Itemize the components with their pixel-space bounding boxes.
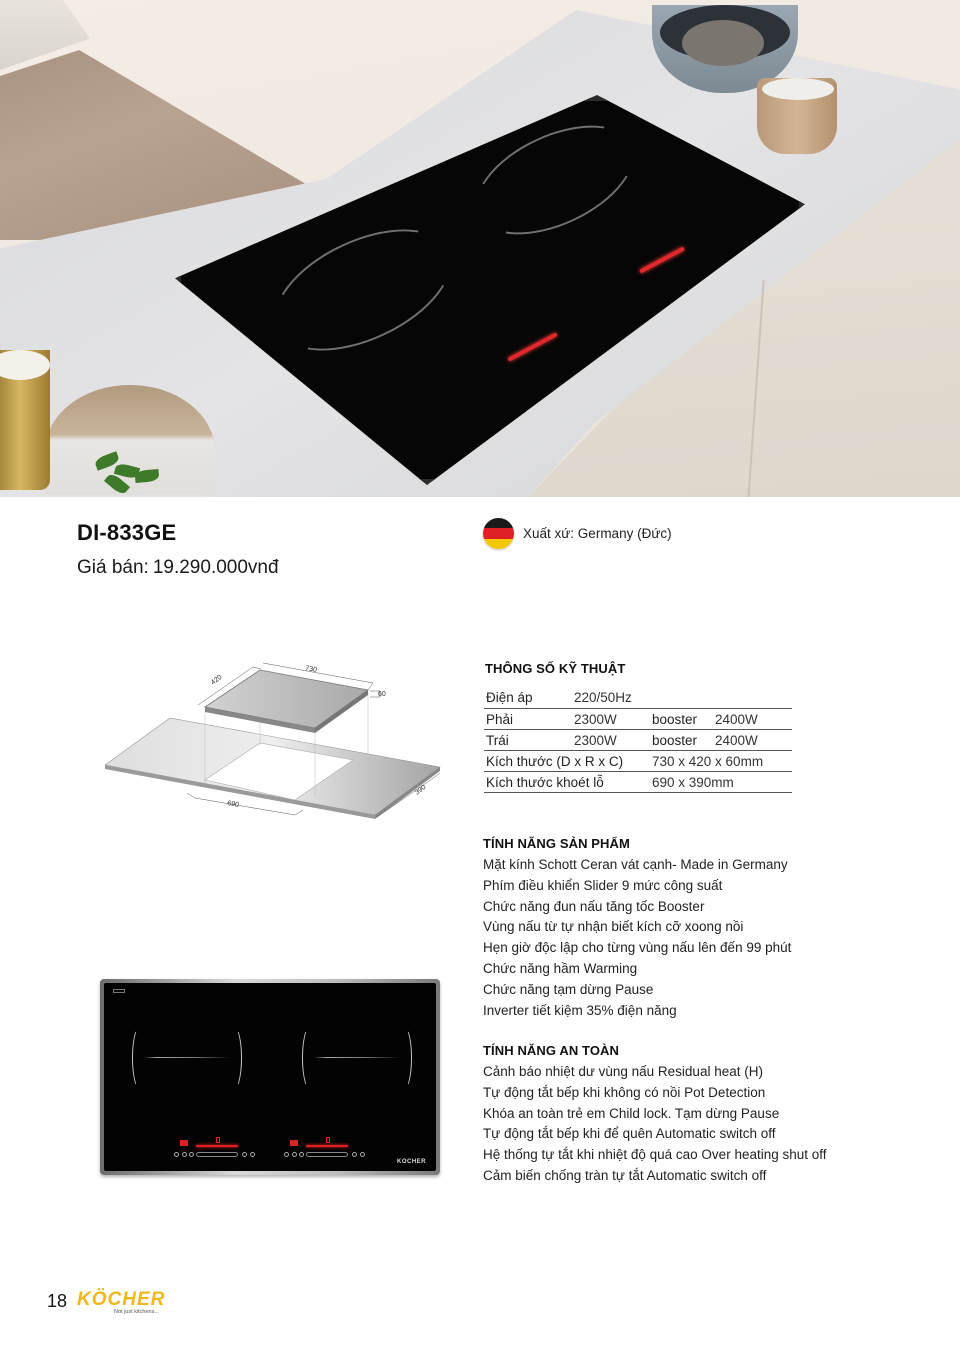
lock-icon xyxy=(299,1152,304,1157)
pot-cloth xyxy=(762,78,834,100)
dimension-diagram xyxy=(95,655,445,820)
cutout-depth-label: 390 xyxy=(413,783,428,797)
cutout-width-label: 690 xyxy=(226,800,240,809)
spec-value: 690 x 390mm xyxy=(652,774,734,790)
power-icon xyxy=(174,1152,179,1157)
hero-photo xyxy=(0,0,960,497)
safety-item: Cảnh báo nhiệt dư vùng nấu Residual heat (H) xyxy=(483,1064,763,1079)
spec-label: Điện áp xyxy=(486,690,533,705)
power-bar xyxy=(306,1145,348,1147)
spec-extra-label: booster xyxy=(652,732,698,748)
product-brand-mark: KOCHER xyxy=(396,1159,426,1165)
spec-label: Trái xyxy=(486,732,509,748)
product-top-view xyxy=(100,979,440,1175)
feature-item: Hẹn giờ độc lập cho từng vùng nấu lên đến 99 phút xyxy=(483,940,792,956)
feature-item: Vùng nấu từ tự nhận biết kích cỡ xoong nồi xyxy=(483,919,744,935)
feature-item: Phím điều khiển Slider 9 mức công suất xyxy=(483,877,723,893)
feature-item: Mặt kính Schott Ceran vát cạnh- Made in Germany xyxy=(483,857,788,872)
spec-value: 2300W xyxy=(574,732,617,748)
booster-icon xyxy=(352,1152,357,1157)
origin xyxy=(483,518,672,549)
spec-extra-value: 2400W xyxy=(715,732,758,748)
timer-display xyxy=(180,1140,188,1146)
control-panel-right xyxy=(286,1138,386,1162)
spec-row-left-zone xyxy=(484,730,792,751)
power-level-display xyxy=(326,1137,330,1143)
pause-icon xyxy=(250,1152,255,1157)
feature-item: Inverter tiết kiệm 35% điện năng xyxy=(483,1002,677,1018)
timer-display xyxy=(290,1140,298,1146)
brand-tagline: Not just kitchens... xyxy=(114,1309,159,1315)
booster-icon xyxy=(242,1152,247,1157)
spec-table xyxy=(484,687,792,793)
dim-height-label: 60 xyxy=(378,691,386,698)
power-level-display xyxy=(216,1137,220,1143)
schott-ceran-logo xyxy=(113,989,125,993)
safety-item: Tự động tắt bếp khi không có nồi Pot Detection xyxy=(483,1084,766,1100)
slider-control xyxy=(196,1152,238,1157)
spec-row-dimensions xyxy=(484,751,792,772)
timer-icon xyxy=(292,1152,297,1157)
timer-icon xyxy=(182,1152,187,1157)
brand-logo xyxy=(77,1289,166,1315)
spec-extra-value: 2400W xyxy=(715,711,758,727)
feature-item: Chức năng tạm dừng Pause xyxy=(483,981,654,997)
small-bowl xyxy=(682,20,764,66)
price-value: 19.290.000vnđ xyxy=(152,557,279,578)
safety-item: Cảm biến chống tràn tự tắt Automatic switch off xyxy=(483,1167,767,1183)
ceramic-glass xyxy=(104,983,436,1171)
safety-item: Khóa an toàn trẻ em Child lock. Tạm dừng Pause xyxy=(483,1105,780,1121)
price xyxy=(77,557,279,579)
spec-label: Kích thước (D x R x C) xyxy=(486,753,624,769)
pause-icon xyxy=(360,1152,365,1157)
dim-depth-label: 420 xyxy=(209,673,224,687)
safety-item: Hệ thống tự tắt khi nhiệt độ quá cao Over heating shut off xyxy=(483,1147,827,1163)
feature-list xyxy=(483,855,791,1021)
germany-flag-icon xyxy=(483,518,514,549)
feature-item: Chức năng hầm Warming xyxy=(483,960,638,976)
spec-row-voltage xyxy=(484,687,792,709)
spec-value: 730 x 420 x 60mm xyxy=(652,753,764,769)
features-title: TÍNH NĂNG SẢN PHẨM xyxy=(483,836,630,851)
power-icon xyxy=(284,1152,289,1157)
safety-title: TÍNH NĂNG AN TOÀN xyxy=(483,1043,620,1058)
slider-control xyxy=(306,1152,348,1157)
specs-title: THÔNG SỐ KỸ THUẬT xyxy=(485,661,626,676)
model-name: DI-833GE xyxy=(77,520,177,545)
spec-value: 2300W xyxy=(574,711,617,727)
price-label: Giá bán: xyxy=(77,557,149,578)
spec-label: Kích thước khoét lỗ xyxy=(486,774,604,790)
origin-text: Xuất xứ: Germany (Đức) xyxy=(523,526,672,541)
page-number: 18 xyxy=(47,1291,68,1311)
dim-width-label: 730 xyxy=(304,665,318,674)
spec-label: Phải xyxy=(486,711,514,727)
power-bar xyxy=(196,1145,238,1147)
feature-item: Chức năng đun nấu tăng tốc Booster xyxy=(483,898,705,914)
cooking-zone-right xyxy=(302,1028,412,1088)
spec-row-cutout xyxy=(484,772,792,793)
lock-icon xyxy=(189,1152,194,1157)
spec-extra-label: booster xyxy=(652,711,698,727)
spec-row-right-zone xyxy=(484,709,792,730)
control-panel-left xyxy=(176,1138,276,1162)
safety-item: Tự động tắt bếp khi để quên Automatic switch off xyxy=(483,1126,776,1142)
brand-name: KÖCHER xyxy=(77,1289,166,1310)
cooking-zone-left xyxy=(132,1028,242,1088)
safety-list xyxy=(483,1062,827,1187)
spec-value: 220/50Hz xyxy=(574,690,632,705)
